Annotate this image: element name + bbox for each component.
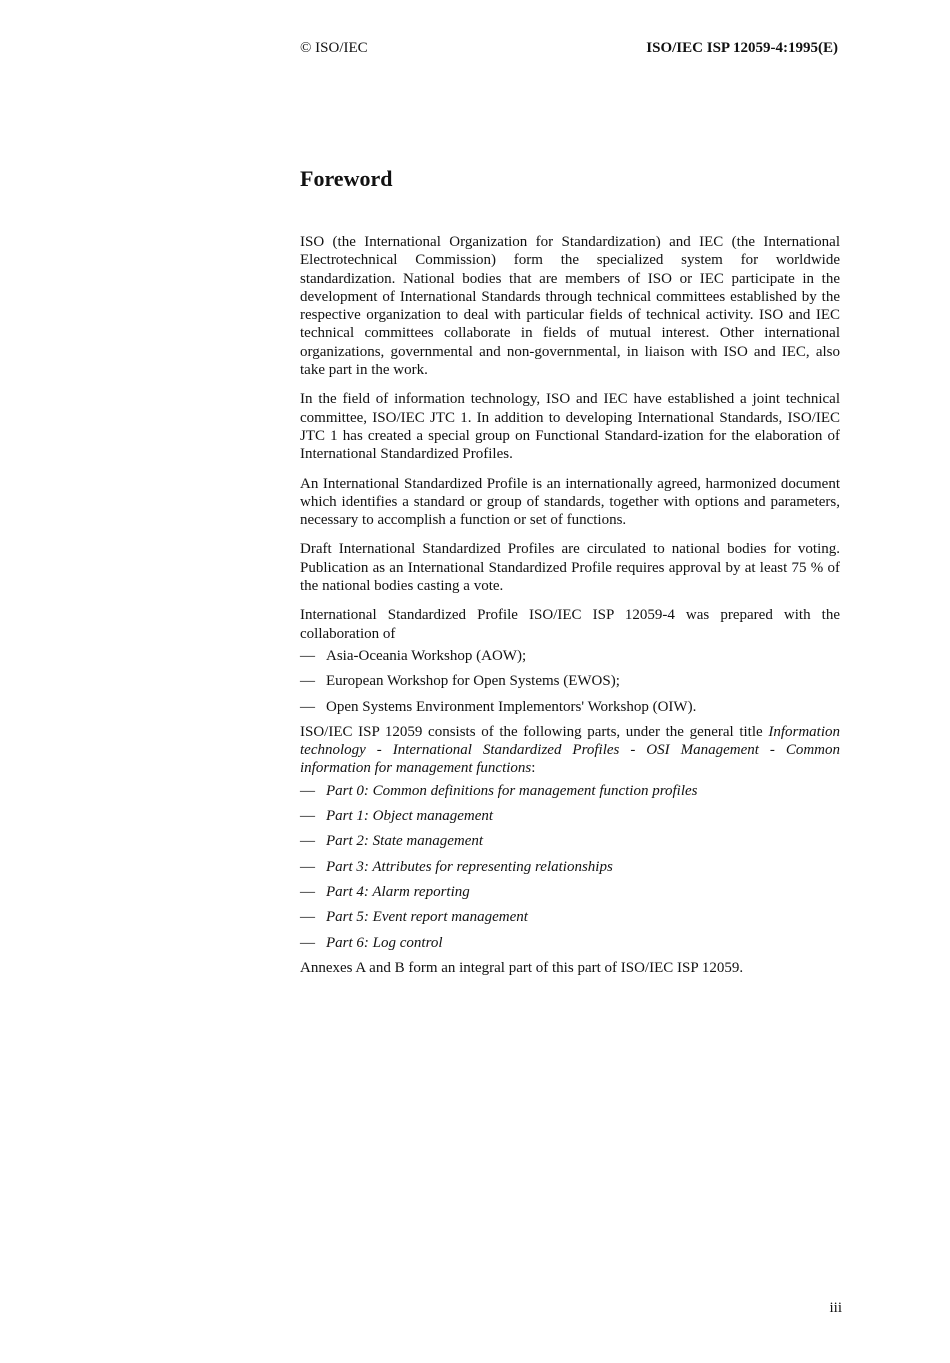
- part-label: Part 2: State management: [326, 833, 484, 850]
- dash-marker: —: [300, 858, 315, 875]
- list-item: [300, 908, 840, 926]
- dash-marker: —: [300, 808, 315, 825]
- general-title: Information technology - International Standardized Profiles - OSI Management - Common information for management functions: [300, 723, 840, 777]
- list-item: [300, 782, 840, 800]
- list-item: [300, 883, 840, 901]
- page-number: iii: [829, 1300, 842, 1316]
- collaborator-list: [300, 647, 840, 716]
- paragraph-iso-iec: ISO (the International Organization for Standardization) and IEC (the International Electrotechnical Commission) form the specialized system for worldwide standardization. National bodies that are members of ISO or IEC participate in the development of International Standards through technical committees established by the respective organization to deal with particular fields of technical activity. ISO and IEC technical committees collaborate in fields of mutual interest. Other international organizations, governmental and non-governmental, in liaison with ISO and IEC, also take part in the work.: [300, 234, 840, 379]
- list-item: [300, 934, 840, 952]
- parts-intro-colon: :: [531, 760, 536, 777]
- part-label: Part 5: Event report management: [326, 909, 528, 926]
- part-label: Part 0: Common definitions for management function profiles: [326, 782, 698, 799]
- list-item: [300, 647, 840, 665]
- paragraph-parts-intro: [300, 723, 840, 778]
- dash-marker: —: [300, 698, 315, 715]
- collaborator-label: Open Systems Environment Implementors' Workshop (OIW).: [326, 698, 697, 715]
- list-item: [300, 832, 840, 850]
- paragraph-voting: Draft International Standardized Profiles are circulated to national bodies for voting. Publication as an International Standardized Profile requires approval by at least 75 % of the national bodies casting a vote.: [300, 541, 840, 595]
- paragraph-collaboration: International Standardized Profile ISO/IEC ISP 12059-4 was prepared with the collaboration of: [300, 607, 840, 642]
- part-label: Part 3: Attributes for representing relationships: [326, 858, 613, 875]
- dash-marker: —: [300, 934, 315, 951]
- list-item: [300, 807, 840, 825]
- dash-marker: —: [300, 909, 315, 926]
- dash-marker: —: [300, 883, 315, 900]
- list-item: [300, 672, 840, 690]
- part-label: Part 4: Alarm reporting: [326, 883, 470, 900]
- foreword-body: [300, 233, 840, 988]
- collaborator-label: Asia-Oceania Workshop (AOW);: [326, 647, 527, 664]
- paragraph-jtc1: In the field of information technology, ISO and IEC have established a joint technical committee, ISO/IEC JTC 1. In addition to developing International Standards, ISO/IEC JTC 1 has created a special group on Functional Standard-ization for the elaboration of International Standardized Profiles.: [300, 391, 840, 463]
- list-item: [300, 858, 840, 876]
- parts-list: [300, 782, 840, 952]
- header-document-id: ISO/IEC ISP 12059-4:1995(E): [646, 40, 838, 56]
- collaborator-label: European Workshop for Open Systems (EWOS);: [326, 673, 620, 690]
- paragraph-isp-definition: An International Standardized Profile is an internationally agreed, harmonized document which identifies a standard or group of standards, together with options and parameters, necessary to accomplish a function or set of functions.: [300, 475, 840, 529]
- header-copyright: © ISO/IEC: [300, 40, 368, 56]
- dash-marker: —: [300, 782, 315, 799]
- list-item: [300, 698, 840, 716]
- parts-intro-text: ISO/IEC ISP 12059 consists of the following parts, under the general title: [300, 723, 769, 740]
- dash-marker: —: [300, 833, 315, 850]
- part-label: Part 1: Object management: [326, 808, 494, 825]
- dash-marker: —: [300, 673, 315, 690]
- page-title: Foreword: [300, 166, 393, 191]
- dash-marker: —: [300, 647, 315, 664]
- part-label: Part 6: Log control: [326, 934, 443, 951]
- paragraph-annexes: Annexes A and B form an integral part of this part of ISO/IEC ISP 12059.: [300, 959, 744, 976]
